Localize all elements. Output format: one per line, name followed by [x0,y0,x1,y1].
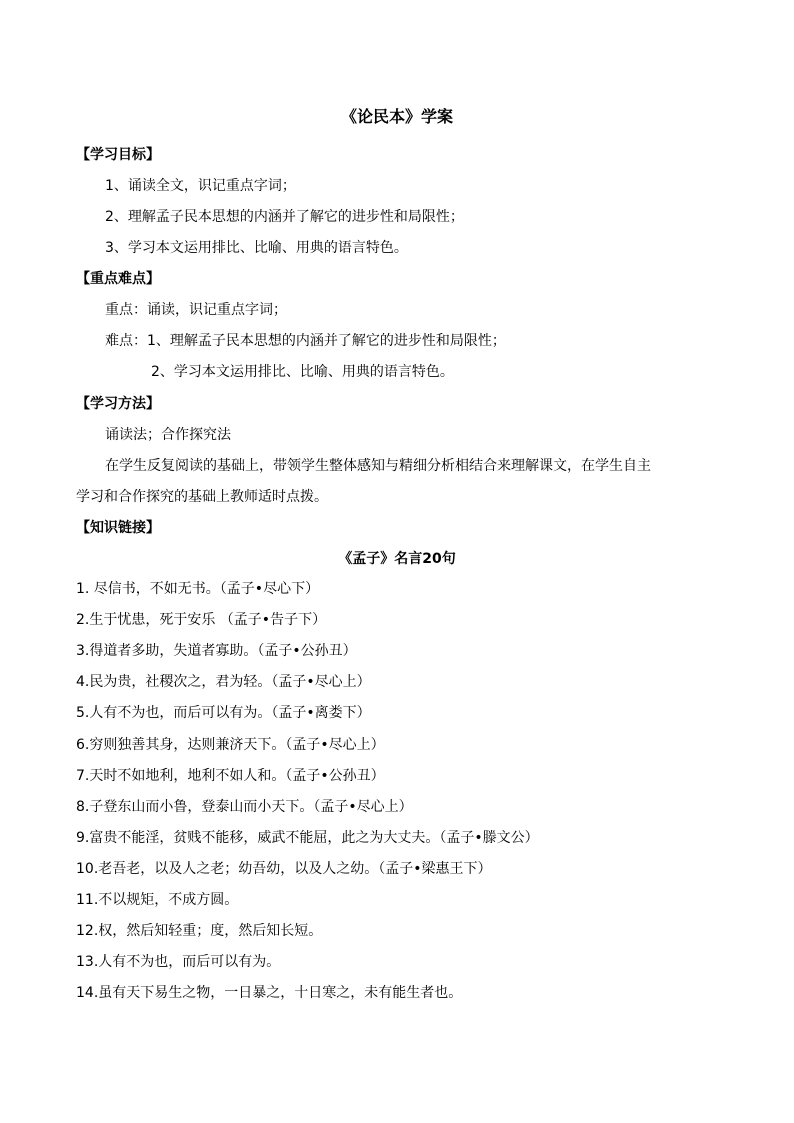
section-heading-methods: 【学习方法】 [76,396,160,412]
quote-item: 12.权，然后知轻重；度，然后知长短。 [76,923,323,939]
quote-item: 14.虽有天下易生之物，一日暴之，十日寒之，未有能生者也。 [76,985,463,1001]
difficulty-text: 2、学习本文运用排比、比喻、用典的语言特色。 [151,364,454,380]
objective-item: 1、诵读全文，识记重点字词； [105,178,296,194]
quote-item: 5.人有不为也，而后可以有为。（孟子•离娄下） [76,705,371,721]
objective-item: 2、理解孟子民本思想的内涵并了解它的进步性和局限性； [105,209,464,225]
section-heading-knowledge: 【知识链接】 [76,520,160,536]
section-heading-key-points: 【重点难点】 [76,271,160,287]
quote-item: 8.子登东山而小鲁，登泰山而小天下。（孟子•尽心上） [76,799,413,815]
method-paragraph: 学习和合作探究的基础上教师适时点拨。 [76,489,328,505]
quote-item: 4.民为贵，社稷次之，君为轻。（孟子•尽心上） [76,674,371,690]
quote-item: 9.富贵不能淫，贫贱不能移，威武不能屈，此之为大丈夫。（孟子•滕文公） [76,830,539,846]
quote-item: 13.人有不为也，而后可以有为。 [76,954,281,970]
quote-item: 3.得道者多助，失道者寡助。（孟子•公孙丑） [76,643,357,659]
method-text: 诵读法；合作探究法 [105,427,231,443]
page-title: 《论民本》学案 [340,107,453,126]
objective-item: 3、学习本文运用排比、比喻、用典的语言特色。 [105,240,408,256]
difficulty-text: 难点：1、理解孟子民本思想的内涵并了解它的进步性和局限性； [105,333,506,349]
quotes-subtitle: 《孟子》名言20句 [338,551,456,567]
quote-item: 1. 尽信书，不如无书。（孟子•尽心下） [76,581,320,597]
quote-item: 6.穷则独善其身，达则兼济天下。（孟子•尽心上） [76,737,385,753]
quote-item: 7.天时不如地利，地利不如人和。（孟子•公孙丑） [76,768,385,784]
quote-item: 11.不以规矩，不成方圆。 [76,892,239,908]
quote-item: 10.老吾老，以及人之老；幼吾幼，以及人之幼。（孟子•梁惠王下） [76,861,492,877]
key-point-text: 重点：诵读，识记重点字词； [105,302,287,318]
quote-item: 2.生于忧患，死于安乐 （孟子•告子下） [76,612,327,628]
method-paragraph: 在学生反复阅读的基础上，带领学生整体感知与精细分析相结合来理解课文，在学生自主 [105,458,651,474]
section-heading-objectives: 【学习目标】 [76,147,160,163]
